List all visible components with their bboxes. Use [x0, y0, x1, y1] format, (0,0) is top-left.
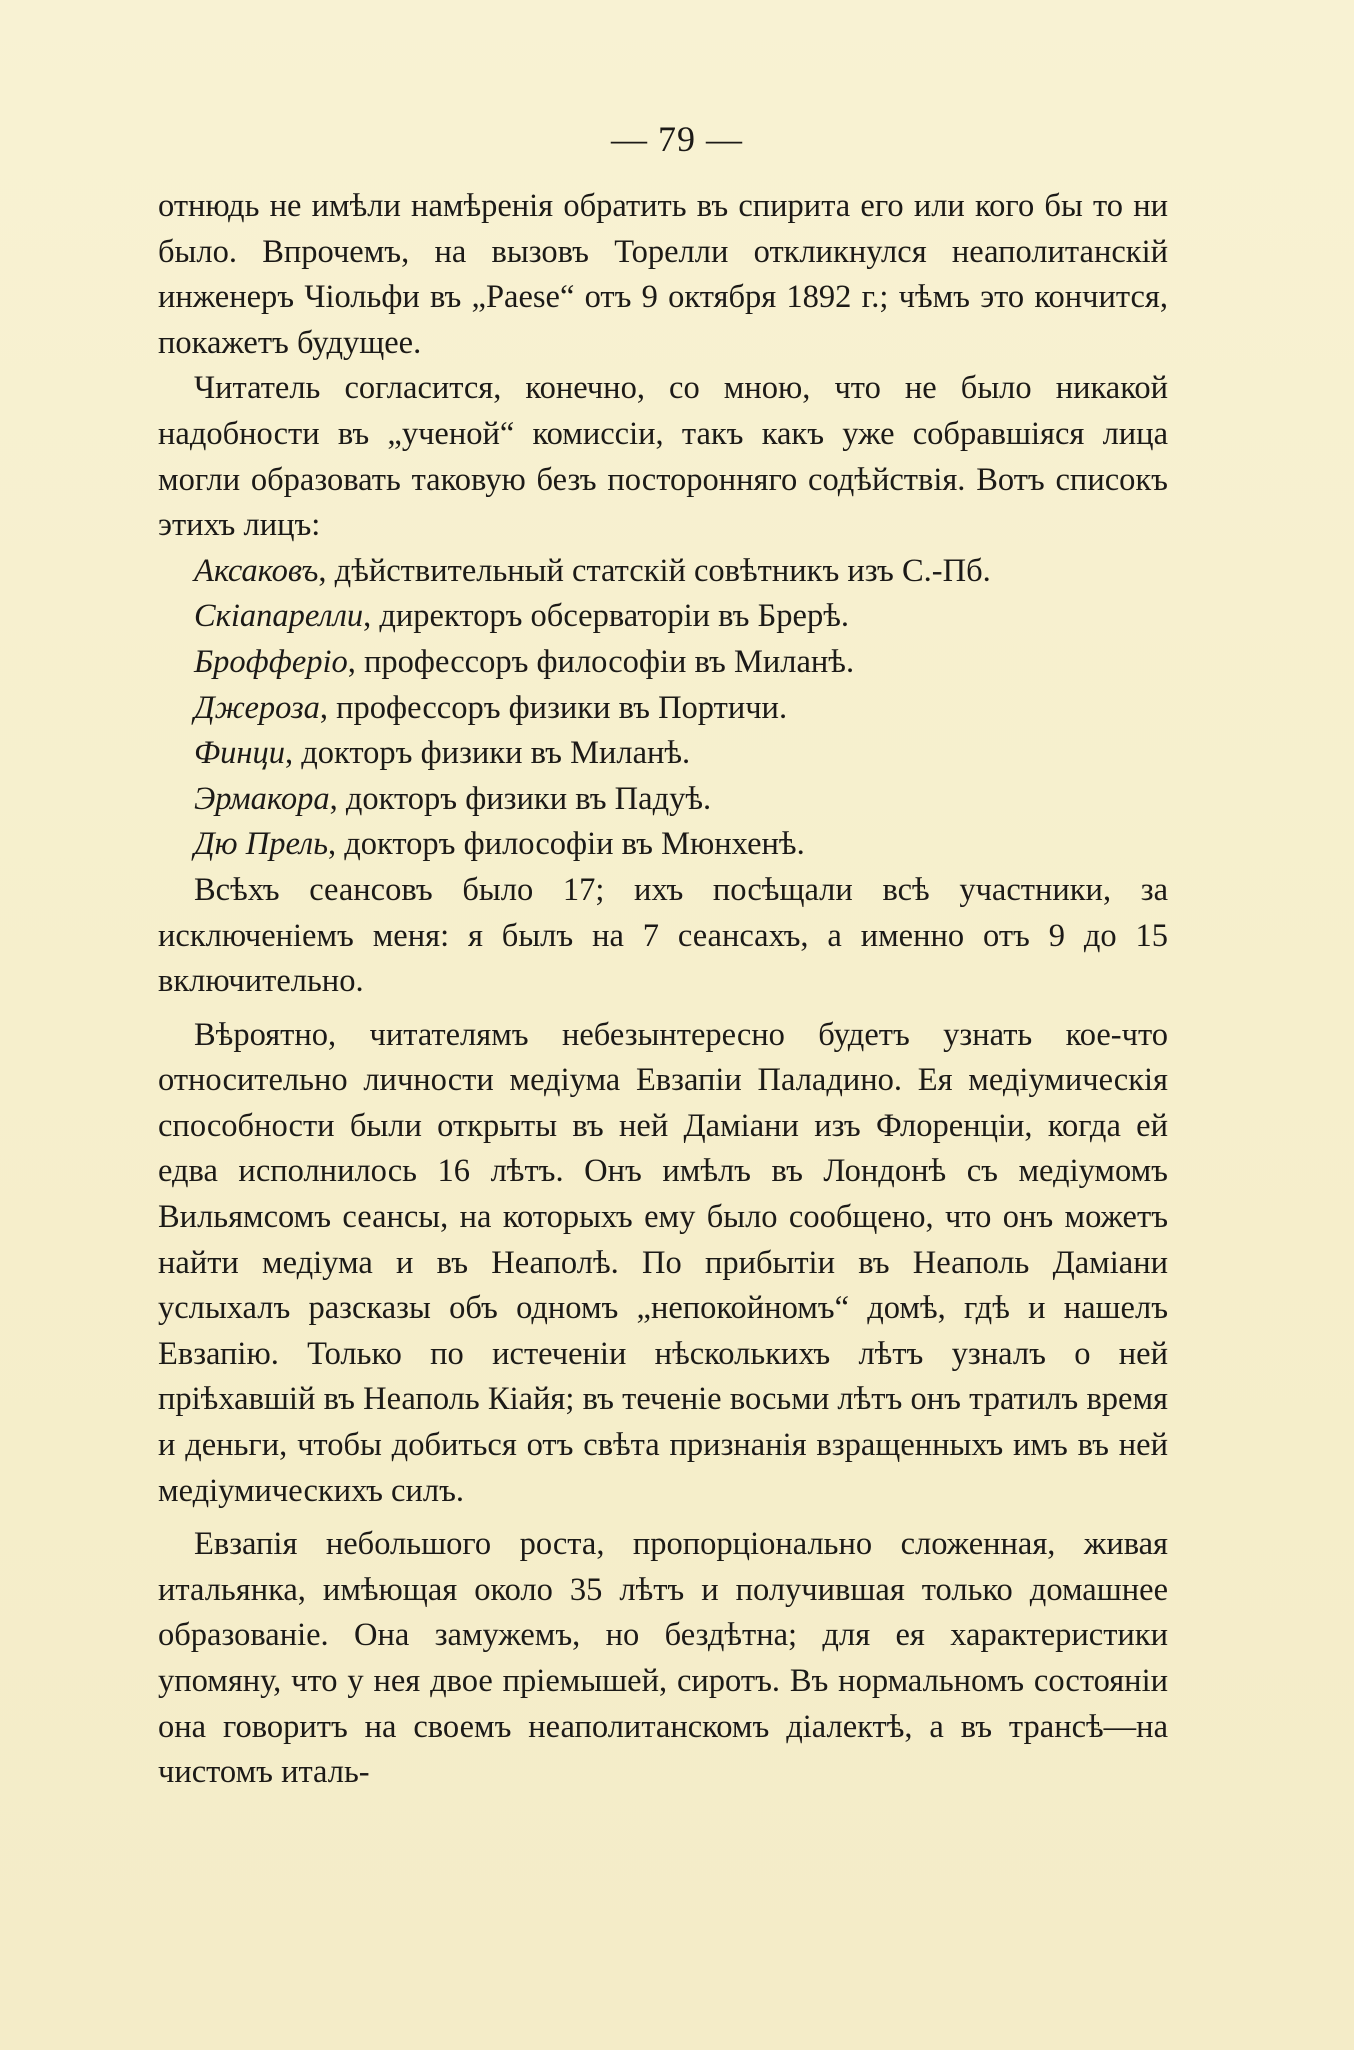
member-name: Скіапарелли	[194, 598, 364, 635]
member-name: Джероза	[194, 689, 320, 726]
member-name: Финци	[194, 735, 286, 772]
member-description: , профессоръ философіи въ Миланѣ.	[347, 643, 855, 680]
paragraph-eusapia-description: Евзапія небольшого роста, пропорціонально сложенная, живая итальянка, имѣющая около 35 лѣтъ и получившая только домашнее образованіе. Она замужемъ, но бездѣтна; для ея характеристики упомяну, что у нея двое пріемышей, сиротъ. Въ нормальномъ состояніи она говоритъ на своемъ неаполитанскомъ діалектѣ, а въ трансѣ—на чистомъ италь-	[158, 1526, 1168, 1791]
page-number: — 79 —	[611, 119, 743, 159]
member-schiaparelli	[158, 594, 1168, 640]
member-description: , докторъ физики въ Падуѣ.	[329, 780, 712, 817]
member-name: Брофферіо	[194, 643, 348, 680]
member-description: , докторъ физики въ Миланѣ.	[285, 735, 691, 772]
member-gerosa	[158, 686, 1168, 732]
member-description: , дѣйствительный статскій совѣтникъ изъ С.-Пб.	[318, 552, 991, 589]
member-finzi	[158, 731, 1168, 777]
member-description: , директоръ обсерваторіи въ Брерѣ.	[363, 598, 849, 635]
page-body	[158, 184, 1168, 1796]
member-name: Дю Прель	[194, 826, 329, 863]
member-du-prel	[158, 822, 1168, 868]
member-description: , профессоръ физики въ Портичи.	[319, 689, 788, 726]
member-ermacora	[158, 777, 1168, 823]
member-name: Аксаковъ	[194, 552, 319, 589]
member-description: , докторъ философіи въ Мюнхенѣ.	[328, 826, 805, 863]
member-name: Эрмакора	[194, 780, 330, 817]
paragraph-continuation: отнюдь не имѣли намѣренія обратить въ спирита его или кого бы то ни было. Впрочемъ, на вызовъ Торелли откликнулся неаполитанскій инженеръ Чіольфи въ „Paese“ отъ 9 октября 1892 г.; чѣмъ это кончится, покажетъ будущее.	[158, 188, 1168, 361]
paragraph-commission: Читатель согласится, конечно, со мною, что не было никакой надобности въ „ученой“ комиссіи, такъ какъ уже собравшіяся лица могли образовать таковую безъ посторонняго содѣйствія. Вотъ списокъ этихъ лицъ:	[158, 370, 1168, 544]
member-aksakov	[158, 549, 1168, 595]
paragraph-medium-history: Вѣроятно, читателямъ небезынтересно будетъ узнать кое-что относительно личности медіума Евзапіи Паладино. Ея медіумическія способности были открыты въ ней Даміани изъ Флоренціи, когда ей едва исполнилось 16 лѣтъ. Онъ имѣлъ въ Лондонѣ съ медіумомъ Вильямсомъ сеансы, на которыхъ ему было сообщено, что онъ можетъ найти медіума и въ Неаполѣ. По прибытіи въ Неаполь Даміани услыхалъ разсказы объ одномъ „непокойномъ“ домѣ, гдѣ и нашелъ Евзапію. Только по истеченіи нѣсколькихъ лѣтъ узналъ о ней пріѣхавшій въ Неаполь Кіайя; въ теченіе восьми лѣтъ онъ тратилъ время и деньги, чтобы добиться отъ свѣта признанія взращенныхъ имъ въ ней медіумическихъ силъ.	[158, 1016, 1168, 1509]
member-brofferio	[158, 640, 1168, 686]
paragraph-seances: Всѣхъ сеансовъ было 17; ихъ посѣщали всѣ участники, за исключеніемъ меня: я былъ на 7 сеансахъ, а именно отъ 9 до 15 включительно.	[158, 871, 1168, 1000]
